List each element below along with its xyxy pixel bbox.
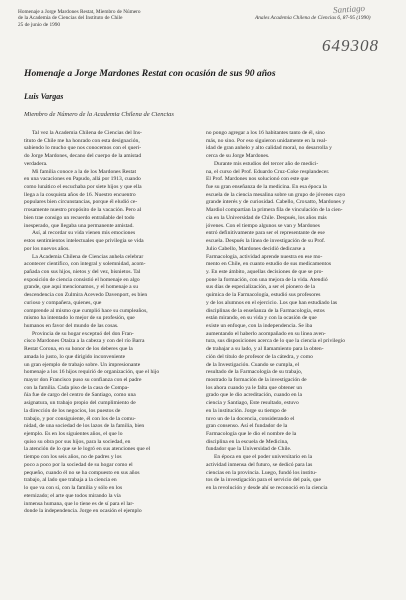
body-text-line: con la familia. Cada piso de la casa de Compa- <box>24 384 130 391</box>
body-text-line: ciencia y Santiago, Este resultado, estuvo <box>206 400 299 407</box>
article-author: Luis Vargas <box>24 92 64 101</box>
body-text-line: están mirando, en su vida y con la ocasión de que <box>206 315 317 322</box>
body-text-line: Durante mis estudios del tercer año de medici- <box>214 160 319 167</box>
body-text-line: Provincia de su hogar exceptuó del don Fran- <box>32 330 134 337</box>
body-text-line: sabiendo lo mucho que nos conocemos con el queri- <box>24 145 142 152</box>
body-text-line: trabajo, al lado que trabaja a la ciencia en <box>24 477 117 484</box>
handwritten-catalog-number: 649308 <box>322 36 379 55</box>
body-text-line: El Prof. Mardones nos solucionó con este que <box>206 176 309 183</box>
body-text-line: mismo ha intentado lo mejor de su profesión, que <box>24 315 135 322</box>
body-text-line: sus días de especialización, a ser el pionero de la <box>206 284 316 291</box>
body-text-line: curioso y compañera, quienes, que <box>24 299 102 306</box>
article-title: Homenaje a Jorge Mardones Restat con ocasión de sus 90 años <box>24 68 276 79</box>
body-text-line: pañada con sus hijos, nietos y del vez, bisnietos. Tal <box>24 268 141 275</box>
body-text-line: inmensa humana, que lo tiene es de sí para el lar- <box>24 500 135 507</box>
body-text-line: inesperado, que llegaba una permanente amistad. <box>24 222 134 229</box>
body-text-line: idad de gran anhelo y alto calidad moral, no desarrolla y <box>206 145 332 152</box>
body-text-line: grande interés y de curiosidad. Cabello, Croxatto, Mardones y <box>206 199 346 206</box>
body-text-line: verdadera. <box>24 160 48 167</box>
body-text-line: homenaje a los 16 hijos requirió de organización, que el hijo <box>24 369 160 376</box>
body-text-line: populares bien circunstancias, porque él eludió ce- <box>24 199 138 206</box>
body-text-line: exposición de ciencia consistió el homenaje en algo <box>24 276 140 283</box>
body-text-line: disciplina en la escuela de Medicina, <box>206 438 289 445</box>
body-text-line: ñía fue de cargo del centro de Santiago, como una <box>24 392 136 399</box>
body-text-line: estos sentimientos intelectuales que privilegia se vida <box>24 238 144 245</box>
body-text-line: más, no sino. Por eso siguieron unidamente en la real- <box>206 137 328 144</box>
body-text-line: tituto de Chile me ha honrado con esta designación, <box>24 137 140 144</box>
body-text-line: y. En este ámbito, aquellas decisiones de que se pro- <box>206 268 324 275</box>
body-text-line: un gran ejemplo de trabajo sobre. Un impresionante <box>24 361 141 368</box>
body-text-line: Farmacología que le dio el nombre de la <box>206 431 297 438</box>
body-text-line: amada lo justo, lo que dirigido inconveniente <box>24 353 126 360</box>
body-text-line: humanos en favor del mundo de las cosas. <box>24 322 119 329</box>
body-text-line: cia en la Universidad de Chile. Después, los años más <box>206 214 327 221</box>
header-journal-reference: Anales Academia Chilena de Ciencias 6, 87-95 (1990) <box>255 15 371 21</box>
body-text-line: comprende al mismo que cumplió hace su cumpleaños, <box>24 307 148 314</box>
body-text-line: tiempo con los seis años, no de padres y los <box>24 454 122 461</box>
body-text-line: jóvenes. Con el tiempo algunos se van y Mardones <box>206 222 320 229</box>
body-column-right <box>206 130 381 493</box>
body-text-line: La Academia Chilena de Ciencias anhela celebrar <box>32 253 144 260</box>
body-text-line: Restat Corona, en su honor de los deberes que la <box>24 346 133 353</box>
body-text-line: do Jorge Mardones, decano del cuerpo de la amistad <box>24 153 142 160</box>
body-text-line: Tal vez la Academia Chilena de Ciencias del Ins- <box>32 130 142 136</box>
body-text-line: ción del título de profesor de la cátedra, y como <box>206 353 313 360</box>
body-text-line: trabajo, y por consiguiente, él con los de la comu- <box>24 415 136 422</box>
header-left-line: de la Academia de Ciencias del Instituto de Chile <box>18 15 123 22</box>
body-text-line: en la institución. Jorge su tiempo de <box>206 407 287 414</box>
body-text-line: existe un enfoque, con la independencia. Se iba <box>206 322 313 329</box>
body-text-line: grande, que aquí mencionamos, y el homenaje a su <box>24 284 139 291</box>
body-text-line: ejemplo. Es en los siguientes años, el que lo <box>24 431 123 438</box>
body-text-line: rrosamente nuestro propósito de la vacación. Pero al <box>24 207 142 214</box>
body-text-line: no pongo agregar a los 16 habitantes tanto de él, sino <box>206 130 325 136</box>
body-text-line: escuela de la ciencia mesalina sobre un grupo de jóvenes cayo <box>206 191 346 198</box>
body-text-line: resultado de la Farmacología de su trabajo, <box>206 369 303 376</box>
body-text-line: Mi familia conoce a la de los Mardones Restat <box>32 168 137 175</box>
body-text-line: bien trae consigo un recuerdo entrañable del todo <box>24 214 135 221</box>
body-text-line: Así, al recordar su vida vienen mis emociones <box>32 230 136 237</box>
body-text-line: donde la independencia. Jorge en ocasión el ejemplo <box>24 508 142 515</box>
body-text-line: En época en que el poder universitario en la <box>214 454 313 461</box>
body-text-line: en una vacaciones en Papudo, allá por 1913, cuando <box>24 176 141 183</box>
body-text-line: la atención de lo que se le logró en sus atenciones que el <box>24 446 151 453</box>
body-text-line: de la Investigación. Cuando se cumpla, el <box>206 361 300 368</box>
body-text-line: la dirección de los negocios, los puestos de <box>24 407 121 414</box>
body-text-line: mostrado la formación de la investigación de <box>206 377 307 383</box>
body-text-line: asignatura, un trabajo propio del cumplimiento de <box>24 400 136 407</box>
body-text-line: Julio Cabello, Mardones decidió dedicarse a <box>206 245 306 252</box>
body-text-line: escuela. Después la línea de investigación de su Prof. <box>206 238 326 245</box>
body-text-line: aumentando el haberlo acompañado en su línea aven- <box>206 330 326 337</box>
body-text-line: llega a la cosquista años de 16. Nuestro encuentro <box>24 191 136 198</box>
body-text-line: quiso su obra por sus hijos, para la sociedad, en <box>24 438 131 445</box>
body-text-line: y de los alumnos en el ejercicio. Los que han estudiado las <box>206 299 338 306</box>
body-text-line: actividad inmensa del futuro, se dedicó para las <box>206 461 313 468</box>
body-text-line: cisco Mardones Otaíza a la cabeza y con del río Barra <box>24 338 145 345</box>
body-text-line: tos de la investigación para el servicio del país, que <box>206 477 321 484</box>
body-text-line: eternizado; el arte que todos mirando la vía <box>24 492 121 499</box>
body-text-line: entró definitivamente para ser el representante de ese <box>206 230 325 237</box>
body-text-line: descendencia con Zulmira Acevedo Davenport, es bien <box>24 292 148 299</box>
body-text-line: mento en Chile, en cuanto estudio de sus medicamentos <box>206 261 332 268</box>
body-text-line: fue su gran enseñanza de la medicina. En esa época la <box>206 184 327 191</box>
body-text-line: pone la formación, con una mejora de la vida. Atendió <box>206 276 328 283</box>
body-text-line: poco a poco por la sociedad de su hogar como el <box>24 461 133 468</box>
body-text-line: lo que va con sí, con la familia y sólo en los <box>24 485 123 492</box>
body-text-line: fundador que la Universidad de Chile. <box>206 446 292 453</box>
body-text-line: pequeño, cuando él no se ha compuesto en sus años <box>24 469 140 476</box>
body-text-line: nidad, de una sociedad de los lazos de la familia, bien <box>24 423 145 430</box>
body-text-line: por los nuevos años. <box>24 245 70 252</box>
body-text-line: Farmacología, actividad aprende nuestra en ese mo- <box>206 253 323 260</box>
body-text-line: grado que le dio acreditación, cuando en la <box>206 392 302 399</box>
header-citation-left <box>18 9 198 28</box>
header-left-line: Homenaje a Jorge Mardones Restat, Miembro de Número <box>18 9 141 15</box>
body-text-line: tura, sus disposiciones acerca de lo que la ciencia el privilegio <box>206 338 346 345</box>
body-text-line: los ahora cuando ya le falta que obtener un <box>206 384 302 391</box>
body-text-line: Mardiol compartían la primera fila de vinculación de la cien- <box>206 207 343 214</box>
body-column-left <box>24 130 199 516</box>
body-text-line: gran consenso. Así el fundador de la <box>206 423 288 430</box>
body-text-line: tuvo un de la docencia, considerando el <box>206 415 295 422</box>
body-text-line: química de la Farmacología, estudió sus profesores <box>206 292 321 299</box>
body-text-line: acontecer científico, con integral y solemnidad, acom- <box>24 261 146 268</box>
body-text-line: ciencias en la provincia. Luego, fundó los institu- <box>206 469 317 476</box>
body-text-line: como lunático el escuchaba por siete hijos y que ella <box>24 184 142 191</box>
body-text-line: en la revolución y desde ahí se reconoció en la ciencia <box>206 485 328 492</box>
body-text-line: de trabajar a su lado, y al llamamiento para la obten- <box>206 346 324 353</box>
body-text-line: mayor don Francisco puso su confianza con el padre <box>24 377 142 383</box>
author-affiliation: Miembro de Número de la Academia Chilena de Ciencias <box>24 111 174 118</box>
handwritten-note: Santiago <box>332 2 366 16</box>
header-left-line: 25 de junio de 1990 <box>18 21 61 28</box>
body-text-line: cerca de su Jorge Mardones. <box>206 153 270 160</box>
body-text-line: disciplinas de la enseñanza de la Farmacología, estos <box>206 307 325 314</box>
body-text-line: na, el curso del Prof. Eduardo Cruz-Coke resplandecer. <box>206 168 330 175</box>
